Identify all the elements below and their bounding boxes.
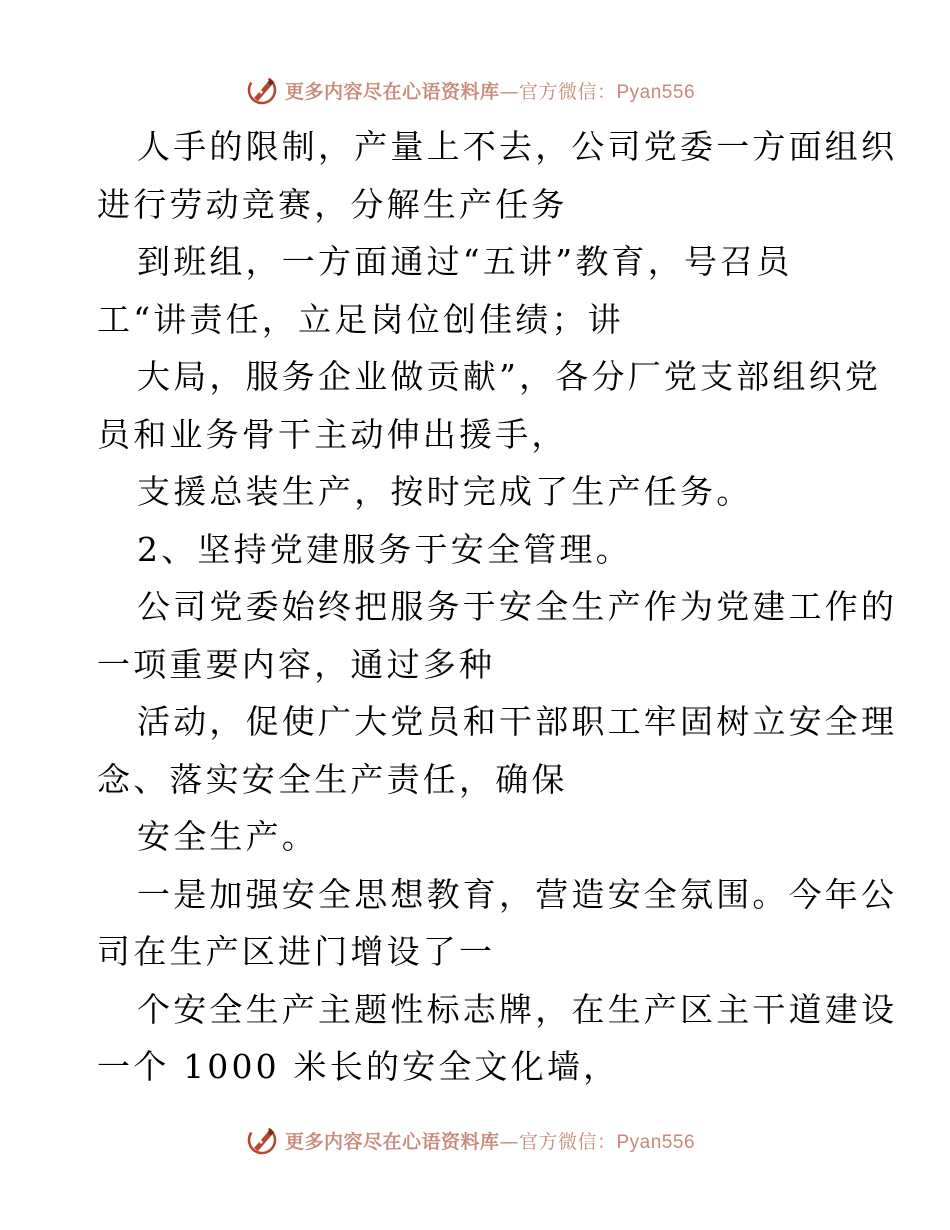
text-line: 念、落实安全生产责任，确保 bbox=[97, 759, 568, 799]
wechat-id: Pyan556 bbox=[616, 81, 696, 103]
banner-dash: — bbox=[499, 1130, 519, 1153]
banner-dash: — bbox=[499, 80, 519, 103]
text-line: 工“讲责任，立足岗位创佳绩；讲 bbox=[97, 299, 624, 339]
text-line: 一个 1000 米长的安全文化墙， bbox=[97, 1047, 620, 1086]
text-line: 到班组，一方面通过“五讲”教育，号召员 bbox=[137, 242, 793, 281]
text-line: 一是加强安全思想教育，营造安全氛围。今年公 bbox=[137, 874, 898, 914]
body-paragraph bbox=[97, 118, 898, 1096]
header-banner-content bbox=[245, 73, 695, 107]
pen-nib-logo-icon bbox=[245, 1123, 279, 1157]
text-line: 支援总装生产，按时完成了生产任务。 bbox=[137, 472, 753, 511]
library-text: 更多内容尽在心语资料库 bbox=[284, 1130, 500, 1153]
text-line: 人手的限制，产量上不去，公司党委一方面组织 bbox=[137, 127, 898, 166]
wechat-label: 官方微信： bbox=[518, 80, 617, 103]
footer-banner-content bbox=[245, 1123, 695, 1157]
wechat-label: 官方微信： bbox=[518, 1130, 617, 1153]
text-line: 活动，促使广大党员和干部职工牢固树立安全理 bbox=[137, 702, 898, 741]
header-banner bbox=[0, 70, 950, 110]
pen-nib-logo-icon bbox=[245, 73, 279, 107]
text-line: 2、坚持党建服务于安全管理。 bbox=[137, 529, 632, 569]
text-line: 个安全生产主题性标志牌，在生产区主干道建设 bbox=[137, 989, 898, 1029]
library-text: 更多内容尽在心语资料库 bbox=[284, 80, 500, 103]
text-line: 公司党委始终把服务于安全生产作为党建工作的 bbox=[137, 587, 898, 626]
header-banner-text bbox=[285, 77, 695, 104]
document-body bbox=[97, 118, 898, 1096]
text-line: 进行劳动竞赛，分解生产任务 bbox=[97, 184, 568, 224]
text-line: 一项重要内容，通过多种 bbox=[97, 644, 496, 684]
text-line: 员和业务骨干主动伸出援手， bbox=[97, 414, 568, 454]
wechat-id: Pyan556 bbox=[616, 1131, 696, 1153]
text-line: 安全生产。 bbox=[137, 817, 318, 856]
footer-banner bbox=[0, 1120, 950, 1160]
text-line: 大局，服务企业做贡献”，各分厂党支部组织党 bbox=[137, 357, 882, 396]
text-line: 司在生产区进门增设了一 bbox=[97, 932, 496, 971]
footer-banner-text bbox=[285, 1127, 695, 1154]
